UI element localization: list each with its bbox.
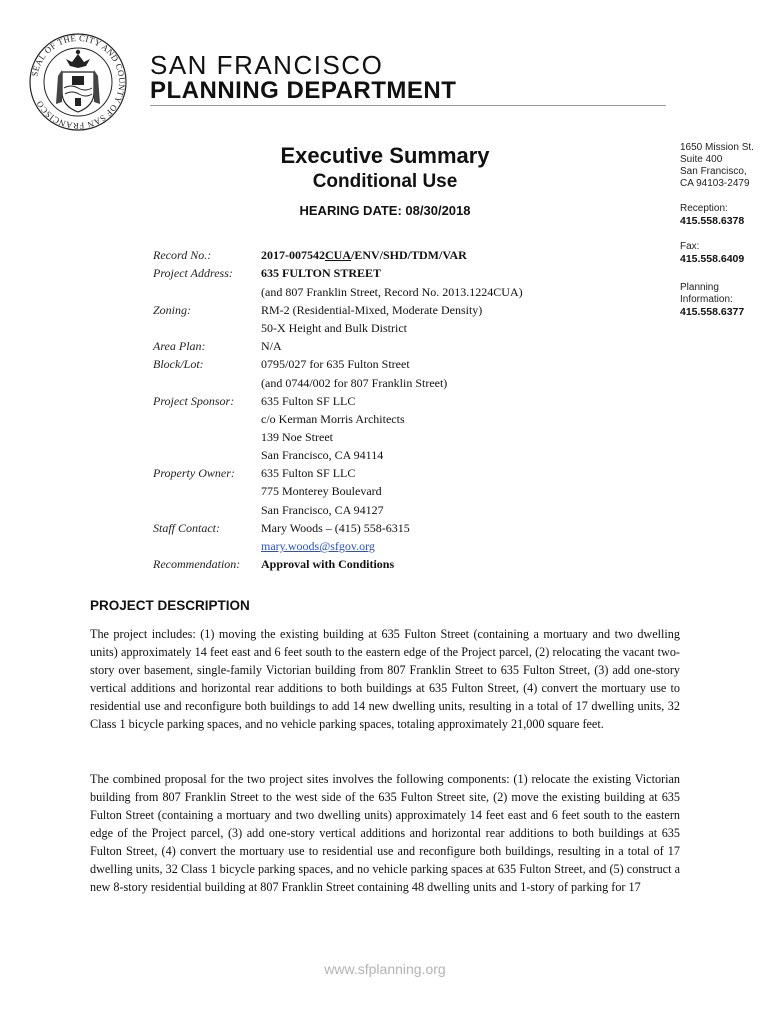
project-address-label: Project Address:	[153, 266, 233, 280]
zoning-value: RM-2 (Residential-Mixed, Moderate Density)	[261, 303, 483, 317]
sponsor-line: c/o Kerman Morris Architects	[261, 412, 405, 426]
address-line: 1650 Mission St.	[680, 142, 754, 153]
planning-block	[680, 282, 744, 318]
planning-label: Planning	[680, 282, 719, 293]
area-plan-label: Area Plan:	[153, 339, 206, 353]
area-plan-value: N/A	[261, 339, 282, 353]
reception-label: Reception:	[680, 203, 728, 214]
header-divider	[150, 105, 666, 106]
contact-address	[680, 142, 754, 190]
project-address-value: 635 FULTON STREET	[261, 266, 382, 280]
recommendation-value: Approval with Conditions	[261, 557, 395, 571]
city-seal-icon	[28, 32, 128, 132]
document-title: Executive Summary	[280, 143, 490, 168]
project-address-note: (and 807 Franklin Street, Record No. 2013.1224CUA)	[261, 285, 523, 299]
seal-ring-text: SEAL OF THE CITY AND COUNTY OF SAN FRANCISCO	[29, 32, 128, 132]
owner-line: San Francisco, CA 94127	[261, 503, 384, 517]
planning-label: Information:	[680, 294, 733, 305]
owner-line: 635 Fulton SF LLC	[261, 466, 356, 480]
address-line: San Francisco,	[680, 166, 747, 177]
department-city: SAN FRANCISCO	[150, 50, 384, 80]
document-subtitle: Conditional Use	[312, 171, 458, 192]
fax-label: Fax:	[680, 241, 700, 252]
address-line: CA 94103-2479	[680, 178, 750, 189]
reception-phone: 415.558.6378	[680, 215, 745, 227]
sponsor-line: 635 Fulton SF LLC	[261, 394, 356, 408]
reception-block	[680, 203, 744, 227]
staff-contact-value: Mary Woods – (415) 558-6315	[261, 521, 410, 535]
project-description-paragraph: The combined proposal for the two project sites involves the following components: (1) relocate the existing Victorian building from 807 Franklin Street to the west side of the 635 Fulton Street site, (2) move the existing building at 635 Fulton Street (containing a mortuary and two dwelling units) approximately 14 feet east and 6 feet south to the eastern edge of the Project parcel, (3) add one-story vertical additions and horizontal rear additions to both buildings at 635 Fulton Street, (4) convert the mortuary use to residential use and reconfigure both buildings, resulting in a total of 17 dwelling units, 32 Class 1 bicycle parking spaces, and no vehicle parking spaces at 635 Fulton Street, and (5) construct a new 8-story residential building at 807 Franklin Street containing 48 dwelling units and 1-story of parking for 17	[90, 772, 680, 894]
staff-email-link[interactable]: mary.woods@sfgov.org	[261, 539, 375, 553]
address-line: Suite 400	[680, 154, 723, 165]
project-sponsor-label: Project Sponsor:	[153, 394, 235, 408]
record-no-value: 2017-007542CUA/ENV/SHD/TDM/VAR	[261, 248, 467, 262]
planning-phone: 415.558.6377	[680, 306, 745, 318]
property-owner-label: Property Owner:	[153, 466, 235, 480]
department-name: PLANNING DEPARTMENT	[150, 77, 457, 104]
block-lot-value: 0795/027 for 635 Fulton Street	[261, 357, 410, 371]
record-no-label: Record No.:	[153, 248, 212, 262]
project-description-heading: PROJECT DESCRIPTION	[90, 598, 250, 613]
zoning-label: Zoning:	[153, 303, 192, 317]
block-lot-label: Block/Lot:	[153, 357, 204, 371]
footer-url[interactable]: www.sfplanning.org	[324, 961, 446, 977]
fax-phone: 415.558.6409	[680, 253, 745, 265]
owner-line: 775 Monterey Boulevard	[261, 484, 382, 498]
sponsor-line: San Francisco, CA 94114	[261, 448, 384, 462]
project-description-paragraph: The project includes: (1) moving the existing building at 635 Fulton Street (containing a mortuary and two dwelling units) approximately 14 feet east and 6 feet south to the eastern edge of the Project parcel, (2) relocating the vacant two-story over basement, single-family Victorian building from 807 Franklin Street to 635 Fulton Street, (3) add one-story vertical additions and horizontal rear additions to both buildings at 635 Fulton Street, (4) convert the mortuary use to residential use and reconfigure both buildings to add 14 new dwelling units, resulting in a total of 17 dwelling units, 32 Class 1 bicycle parking spaces, and no vehicle parking spaces, totaling approximately 21,000 square feet.	[90, 627, 680, 731]
height-bulk-value: 50-X Height and Bulk District	[261, 321, 407, 335]
hearing-date: HEARING DATE: 08/30/2018	[299, 203, 471, 218]
staff-contact-label: Staff Contact:	[153, 521, 220, 535]
sponsor-line: 139 Noe Street	[261, 430, 333, 444]
fax-block	[680, 241, 744, 265]
recommendation-label: Recommendation:	[153, 557, 241, 571]
block-lot-value: (and 0744/002 for 807 Franklin Street)	[261, 376, 448, 390]
